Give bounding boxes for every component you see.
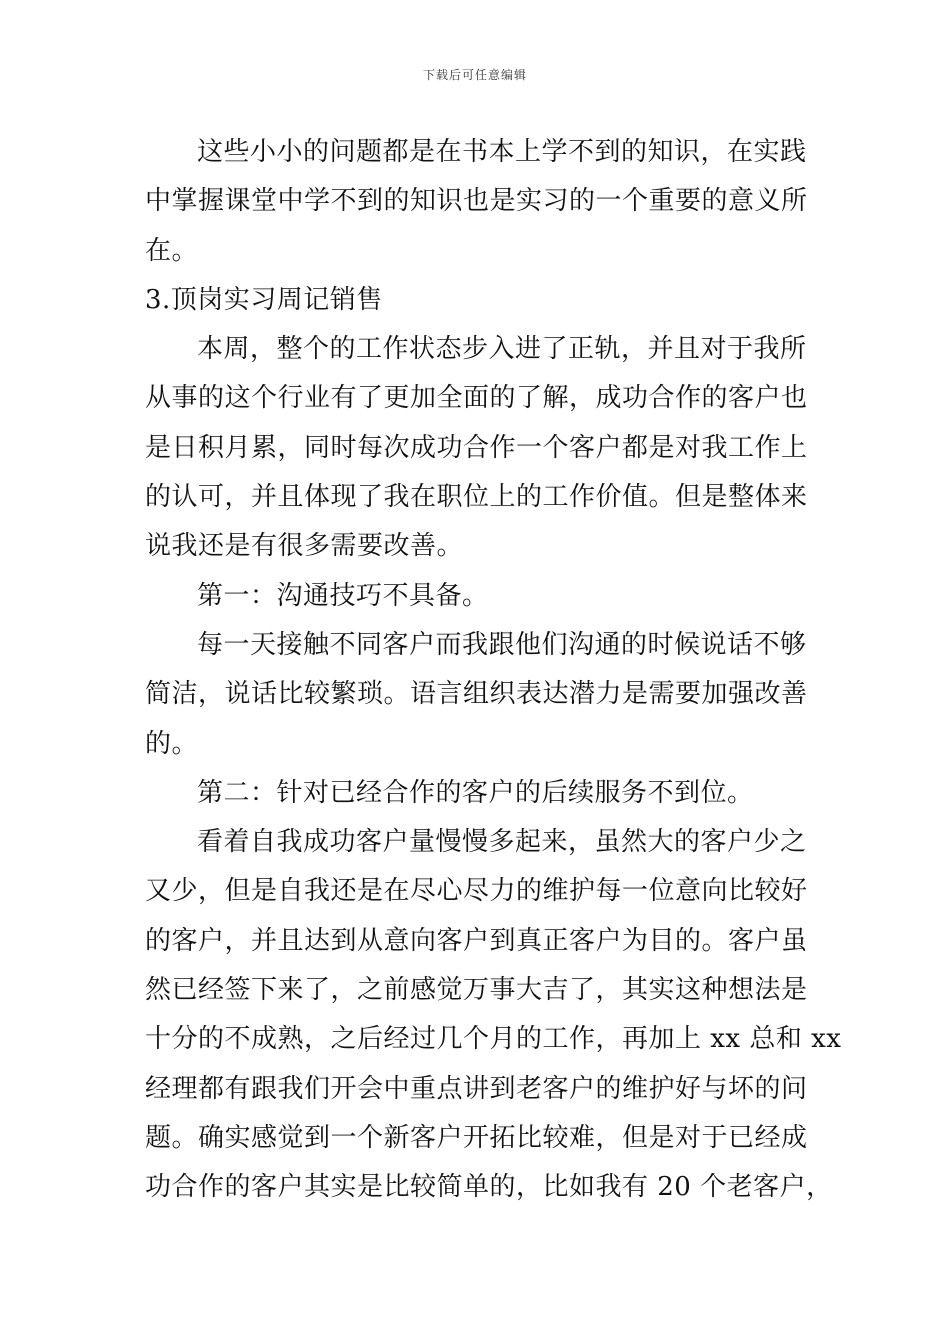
text-line: 说我还是有很多需要改善。 — [145, 531, 464, 562]
text-line: 题。确实感觉到一个新客户开拓比较难，但是对于已经成 — [145, 1122, 808, 1153]
point-heading: 第二：针对已经合作的客户的后续服务不到位。 — [197, 777, 754, 808]
text-line: 这些小小的问题都是在书本上学不到的知识，在实践 — [197, 137, 807, 167]
text-line: 又少，但是自我还是在尽心尽力的维护每一位意向比较好 — [145, 876, 808, 907]
text-line: 是日积月累，同时每次成功合作一个客户都是对我工作上 — [145, 432, 808, 463]
text-line: 看着自我成功客户量慢慢多起来，虽然大的客户少之 — [197, 827, 807, 858]
text-line: 功合作的客户其实是比较简单的，比如我有 20 个老客户， — [145, 1172, 833, 1203]
page-header: 下载后可任意编辑 — [422, 68, 527, 82]
text-line: 十分的不成熟，之后经过几个月的工作，再加上 xx 总和 xx — [145, 1024, 842, 1055]
text-line: 经理都有跟我们开会中重点讲到老客户的维护好与坏的问 — [145, 1073, 808, 1104]
text-line: 的认可，并且体现了我在职位上的工作价值。但是整体来 — [145, 482, 808, 513]
text-line: 中掌握课堂中学不到的知识也是实习的一个重要的意义所 — [145, 186, 808, 217]
text-line: 然已经签下来了，之前感觉万事大吉了，其实这种想法是 — [145, 975, 808, 1006]
section-heading: 3.顶岗实习周记销售 — [145, 284, 383, 315]
text-line: 的客户，并且达到从意向客户到真正客户为目的。客户虽 — [145, 925, 808, 956]
text-line: 本周，整个的工作状态步入进了正轨，并且对于我所 — [197, 334, 807, 365]
text-line: 每一天接触不同客户而我跟他们沟通的时候说话不够 — [197, 629, 807, 660]
text-line: 简洁，说话比较繁琐。语言组织表达潜力是需要加强改善 — [145, 679, 808, 710]
text-line: 的。 — [145, 728, 199, 759]
text-line: 在。 — [145, 235, 199, 266]
text-line: 从事的这个行业有了更加全面的了解，成功合作的客户也 — [145, 383, 808, 414]
point-heading: 第一：沟通技巧不具备。 — [197, 580, 489, 611]
document-body — [145, 128, 842, 1213]
